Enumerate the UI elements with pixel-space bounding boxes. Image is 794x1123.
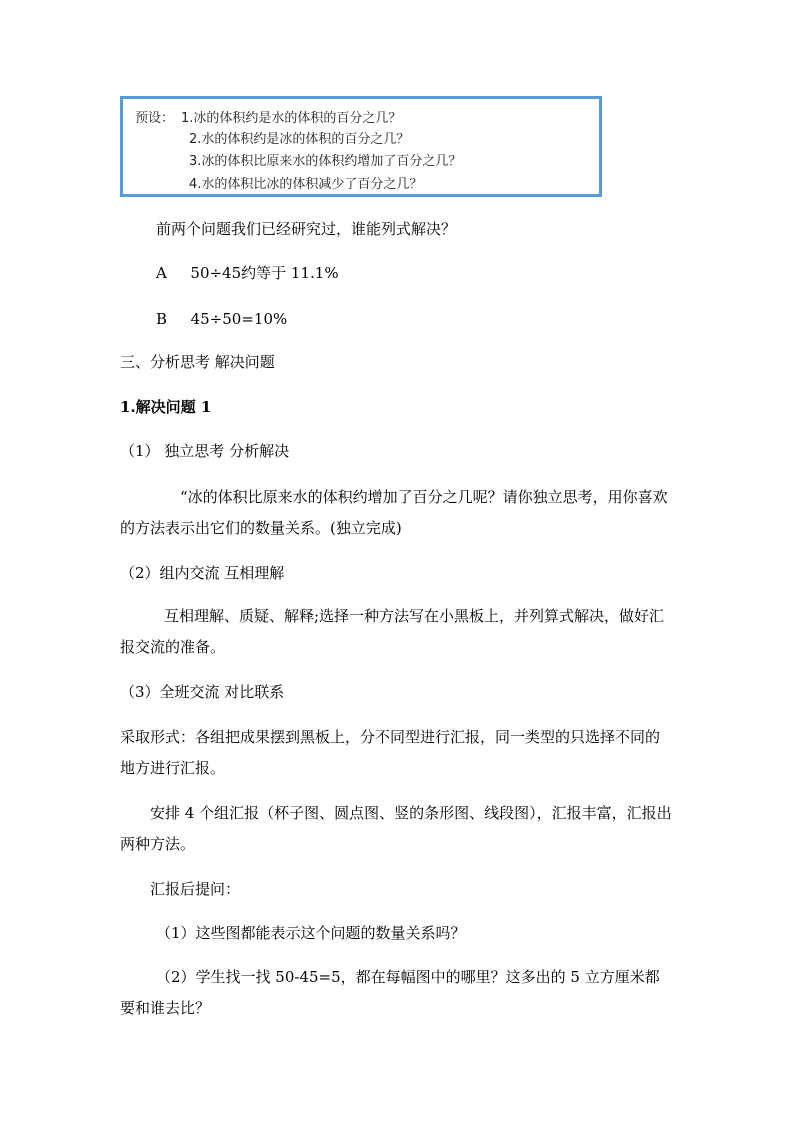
- option-b: [156, 312, 287, 327]
- paragraph-2-text: 互相理解、质疑、解释;选择一种方法写在小黑板上，并列算式解决，做好汇报交流的准备。: [120, 607, 665, 656]
- intro-question: 前两个问题我们已经研究过，谁能列式解决？: [156, 220, 457, 238]
- preset-item-3: 3.冰的体积比原来水的体积约增加了百分之几？: [189, 154, 462, 169]
- option-a-text: 50÷45约等于 11.1%: [190, 264, 339, 282]
- question-1: （1）这些图都能表示这个问题的数量关系吗？: [156, 924, 466, 942]
- option-b-letter: B: [156, 310, 168, 328]
- option-b-text: 45÷50=10%: [190, 310, 288, 328]
- paragraph-4: [120, 798, 672, 860]
- question-2: [120, 962, 672, 1024]
- step-2-heading: （2）组内交流 互相理解: [120, 564, 285, 582]
- step-3-heading: （3）全班交流 对比联系: [120, 683, 285, 701]
- question-2-text: （2）学生找一找 50-45=5，都在每幅图中的哪里？这多出的 5 立方厘米都要和谁去比？: [120, 968, 660, 1017]
- preset-questions-box: [120, 96, 602, 197]
- paragraph-1: [120, 482, 672, 544]
- paragraph-3: 采取形式：各组把成果摆到黑板上，分不同型进行汇报，同一类型的只选择不同的地方进行汇报。: [120, 728, 661, 777]
- preset-item-2: 2.水的体积约是冰的体积的百分之几？: [189, 132, 410, 147]
- preset-item-4: 4.水的体积比冰的体积减少了百分之几？: [189, 177, 423, 192]
- option-a-letter: A: [156, 264, 167, 282]
- paragraph-4-text: 安排 4 个组汇报（杯子图、圆点图、竖的条形图、线段图），汇报丰富，汇报出两种方法。: [120, 804, 672, 853]
- option-a: [156, 266, 339, 281]
- section-heading: 三、分析思考 解决问题: [120, 353, 275, 371]
- preset-item-1: 1.冰的体积约是水的体积的百分之几？: [181, 111, 402, 126]
- preset-prefix: 预设：: [135, 111, 175, 126]
- step-1-heading: （1） 独立思考 分析解决: [120, 442, 290, 460]
- paragraph-2: [120, 601, 672, 663]
- paragraph-1-text: “冰的体积比原来水的体积约增加了百分之几呢？请你独立思考，用你喜欢的方法表示出它们的数量关系。(独立完成): [120, 488, 668, 537]
- subsection-heading: 1.解决问题 1: [120, 398, 212, 416]
- paragraph-5: 汇报后提问：: [150, 880, 241, 898]
